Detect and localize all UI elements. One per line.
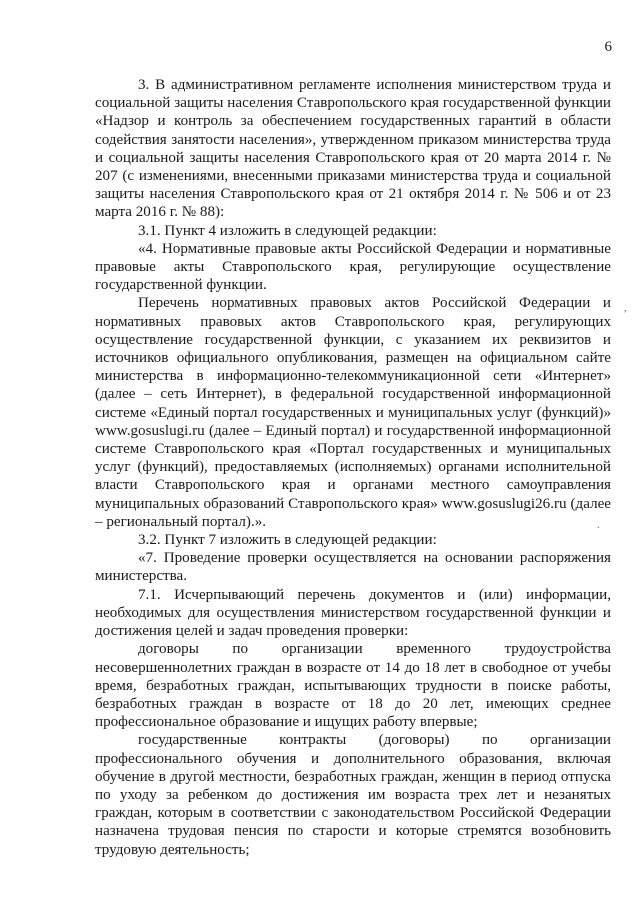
paragraph-clause-7-1: 7.1. Исчерпывающий перечень документов и (или) информации, необходимых для осуществления министерством государственной функции и достижения целей и задач проведения проверки: [95, 586, 611, 640]
scan-mark: . [597, 520, 600, 531]
paragraph-state-contracts: государственные контракты (договоры) по организации профессионального обучения и дополнительного образования, включая обучение в другой местности, безработных граждан, женщин в период отпуска по уходу за ребенком до достижения им возраста трех лет и незанятых граждан, которым в соответствии с законодательством Российской Федерации назначена трудовая пенсия по старости и которые стремятся возобновить трудовую деятельность; [95, 732, 611, 858]
scan-mark: , [624, 303, 627, 314]
paragraph-item-3-1: 3.1. Пункт 4 изложить в следующей редакции: [138, 222, 437, 239]
paragraph-clause-4: «4. Нормативные правовые акты Российской Федерации и нормативные правовые акты Ставропольского края, регулирующие осуществление государственной функции. [95, 240, 611, 294]
paragraph-legal-acts-list: Перечень нормативных правовых актов Российской Федерации и нормативных правовых актов Ставропольского края, регулирующих осуществление государственной функции, с указанием их реквизитов и источников официального опубликования, размещен на официальном сайте министерства в информационно-телекоммуникационной сети «Интернет» (далее – сеть Интернет), в федеральной государственной информационной системе «Единый портал государственных и муниципальных услуг (функций)» www.gosuslugi.ru (далее – Единый портал) и государственной информационной системе Ставропольского края «Портал государственных и муниципальных услуг (функций), предоставляемых (исполняемых) органами исполнительной власти Ставропольского края и органами местного самоуправления муниципальных образований Ставропольского края» www.gosuslugi26.ru (далее – региональный портал).». [95, 295, 611, 530]
paragraph-amendment-3: 3. В административном регламенте исполнения министерством труда и социальной защиты населения Ставропольского края государственной функции «Надзор и контроль за обеспечением государственных гарантий в области содействия занятости населения», утвержденном приказом министерства труда и социальной защиты населения Ставропольского края от 20 марта 2014 г. № 207 (с изменениями, внесенными приказами министерства труда и социальной защиты населения Ставропольского края от 21 октября 2014 г. № 506 и от 23 марта 2016 г. № 88): [95, 77, 611, 221]
paragraph-clause-7: «7. Проведение проверки осуществляется на основании распоряжения министерства. [95, 550, 611, 585]
document-body [95, 76, 611, 859]
page-number: 6 [604, 39, 612, 55]
paragraph-temporary-employment: договоры по организации временного трудоустройства несовершеннолетних граждан в возрасте от 14 до 18 лет в свободное от учебы время, безработных граждан, испытывающих трудности в поиске работы, безработных граждан в возрасте от 18 до 20 лет, имеющих среднее профессиональное образование и ищущих работу впервые; [95, 641, 611, 731]
paragraph-item-3-2: 3.2. Пункт 7 изложить в следующей редакции: [138, 532, 437, 549]
